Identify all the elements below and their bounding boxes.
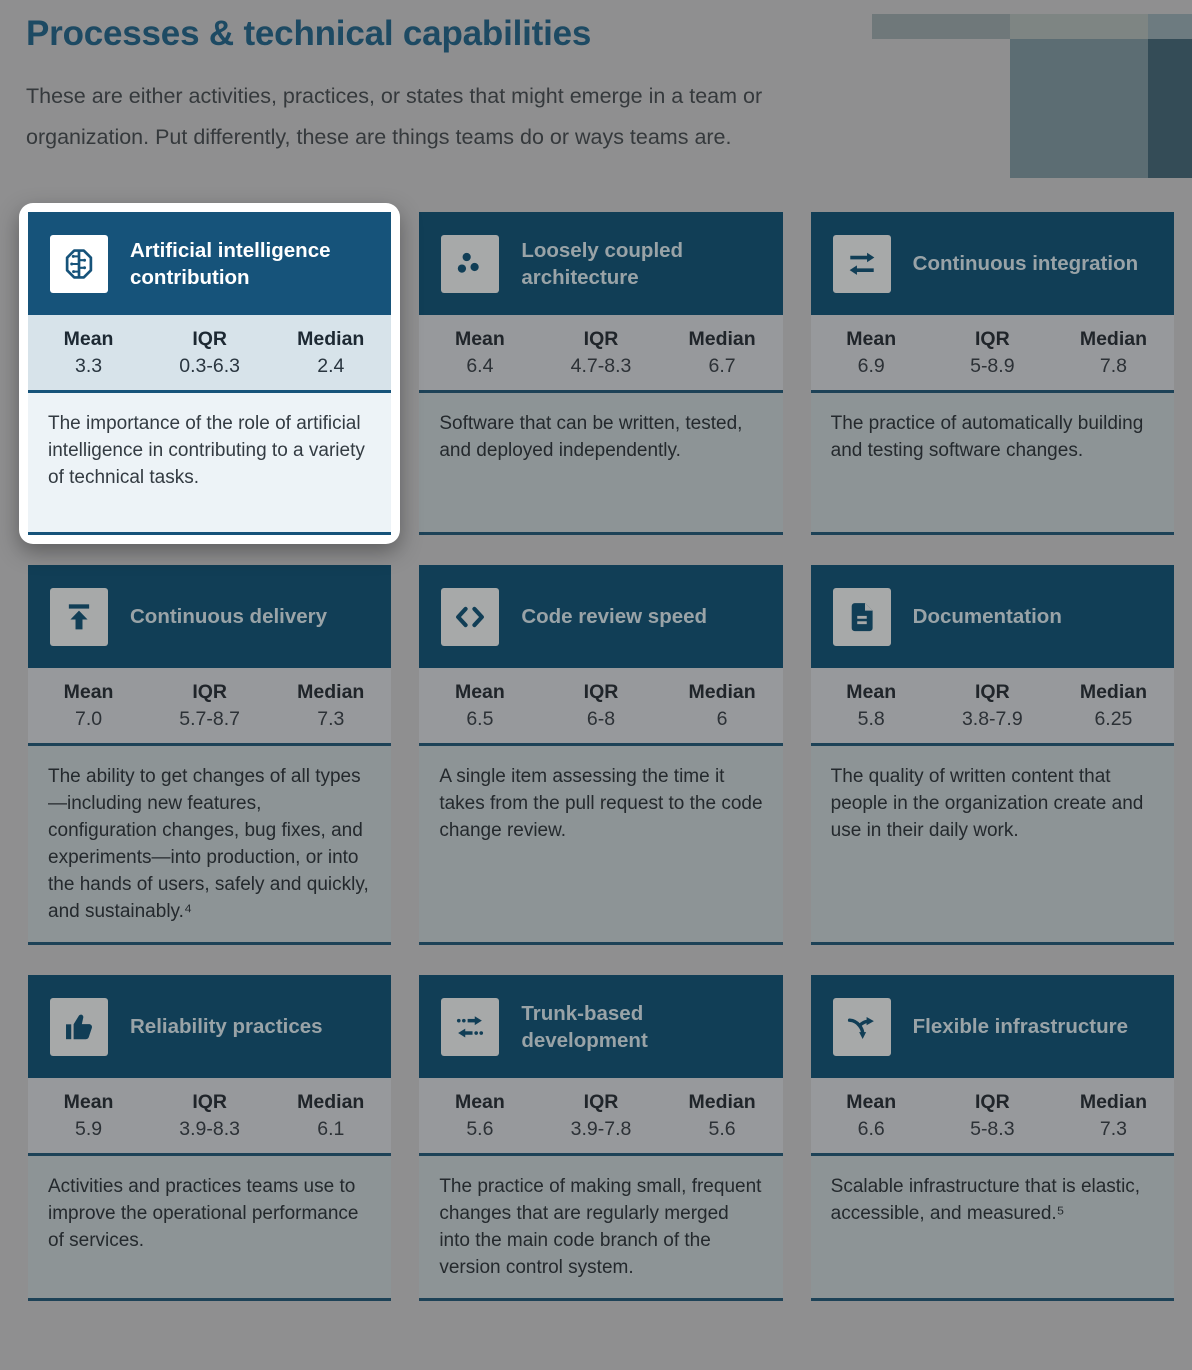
stat-median xyxy=(662,681,783,731)
stat-value: 6.25 xyxy=(1094,708,1133,730)
stat-iqr xyxy=(932,681,1053,731)
stat-label: Mean xyxy=(846,681,897,703)
stat-label: Mean xyxy=(454,328,505,350)
thumbs-up-icon xyxy=(50,998,108,1056)
stat-median xyxy=(1053,1091,1174,1141)
card-documentation xyxy=(811,565,1174,945)
stat-value: 4.7-8.3 xyxy=(570,355,632,377)
stat-label: IQR xyxy=(583,328,619,350)
card-stats xyxy=(28,668,391,746)
stat-value: 3.8-7.9 xyxy=(961,708,1023,730)
upload-arrow-icon xyxy=(50,588,108,646)
stat-label: IQR xyxy=(192,1091,227,1113)
stat-value: 7.3 xyxy=(1099,1118,1127,1140)
stat-mean xyxy=(811,681,932,731)
stat-value: 6.5 xyxy=(466,708,494,730)
card-description: Software that can be written, tested, and deployed independently. xyxy=(419,393,782,535)
card-continuous-integration xyxy=(811,212,1174,535)
stat-label: Mean xyxy=(63,681,114,703)
corner-decoration xyxy=(1148,39,1192,178)
card-trunk-based-development xyxy=(419,975,782,1301)
card-header xyxy=(811,975,1174,1078)
card-stats xyxy=(811,1078,1174,1156)
stat-iqr xyxy=(932,328,1053,378)
stat-iqr xyxy=(149,328,270,378)
stat-value: 6.4 xyxy=(466,355,494,377)
stat-value: 5.8 xyxy=(857,708,885,730)
card-title: Artificial intelligence contribution xyxy=(130,238,331,289)
corner-decoration xyxy=(872,14,1010,39)
dotted-arrows-icon xyxy=(441,998,499,1056)
card-title: Loosely coupled architecture xyxy=(521,238,684,289)
stat-label: Median xyxy=(1079,1091,1148,1113)
stat-mean xyxy=(28,1091,149,1141)
stat-value: 5.6 xyxy=(708,1118,736,1140)
stat-median xyxy=(270,328,391,378)
code-brackets-icon xyxy=(441,588,499,646)
card-title: Documentation xyxy=(912,605,1062,628)
corner-decoration xyxy=(1148,14,1192,39)
stat-iqr xyxy=(540,681,661,731)
stat-iqr xyxy=(540,328,661,378)
card-stats xyxy=(811,315,1174,393)
page-title: Processes & technical capabilities xyxy=(26,14,592,53)
card-stats xyxy=(419,1078,782,1156)
stat-label: Mean xyxy=(454,681,505,703)
stat-value: 7.0 xyxy=(75,708,103,730)
stat-label: IQR xyxy=(974,681,1010,703)
stat-mean xyxy=(811,328,932,378)
stat-median xyxy=(270,1091,391,1141)
stat-label: IQR xyxy=(192,328,227,350)
stat-value: 6.6 xyxy=(857,1118,885,1140)
corner-decoration xyxy=(1010,39,1148,178)
stat-label: IQR xyxy=(192,681,227,703)
card-title: Code review speed xyxy=(521,605,708,628)
stat-label: Median xyxy=(297,328,365,350)
card-description: A single item assessing the time it takes from the pull request to the code change review. xyxy=(419,746,782,945)
stat-label: Mean xyxy=(63,328,114,350)
card-title: Continuous integration xyxy=(912,252,1139,275)
stat-iqr xyxy=(540,1091,661,1141)
card-stats xyxy=(811,668,1174,746)
stat-label: Median xyxy=(688,1091,756,1113)
stat-value: 6-8 xyxy=(586,708,616,730)
stat-mean xyxy=(419,328,540,378)
corner-decoration xyxy=(1010,14,1148,39)
card-description: Activities and practices teams use to improve the operational performance of services. xyxy=(28,1156,391,1301)
stat-iqr xyxy=(149,681,270,731)
card-header xyxy=(811,212,1174,315)
card-artificial-intelligence-contribution xyxy=(28,212,391,535)
card-description: The practice of automatically building and testing software changes. xyxy=(811,393,1174,535)
stat-label: Mean xyxy=(846,1091,897,1113)
card-flexible-infrastructure xyxy=(811,975,1174,1301)
stat-value: 5-8.9 xyxy=(970,355,1015,377)
card-header xyxy=(28,212,391,315)
document-icon xyxy=(833,588,891,646)
sync-arrows-icon xyxy=(833,235,891,293)
stat-mean xyxy=(28,328,149,378)
stat-iqr xyxy=(932,1091,1053,1141)
stat-value: 7.3 xyxy=(317,708,345,730)
card-description: The practice of making small, frequent changes that are regularly merged into the main code branch of the version control system. xyxy=(419,1156,782,1301)
stat-mean xyxy=(811,1091,932,1141)
stat-mean xyxy=(28,681,149,731)
card-stats xyxy=(419,668,782,746)
stat-value: 2.4 xyxy=(317,355,345,377)
branch-arrows-icon xyxy=(833,998,891,1056)
stat-value: 6.7 xyxy=(708,355,736,377)
card-continuous-delivery xyxy=(28,565,391,945)
stat-median xyxy=(1053,681,1174,731)
stat-label: Mean xyxy=(846,328,897,350)
card-header xyxy=(419,565,782,668)
card-header xyxy=(419,212,782,315)
stat-value: 3.9-7.8 xyxy=(570,1118,632,1140)
card-description: The importance of the role of artificial intelligence in contributing to a variety of technical tasks. xyxy=(28,393,391,535)
stat-value: 5.6 xyxy=(466,1118,494,1140)
stat-label: Median xyxy=(297,681,365,703)
stat-value: 7.8 xyxy=(1099,355,1127,377)
stat-value: 5-8.3 xyxy=(970,1118,1015,1140)
card-header xyxy=(28,565,391,668)
card-title: Flexible infrastructure xyxy=(912,1015,1128,1038)
stat-value: 6.1 xyxy=(317,1118,345,1140)
card-stats xyxy=(28,315,391,393)
stat-median xyxy=(662,328,783,378)
stat-label: Median xyxy=(1079,328,1148,350)
stat-label: IQR xyxy=(974,1091,1010,1113)
card-header xyxy=(419,975,782,1078)
stat-label: Mean xyxy=(63,1091,114,1113)
stat-iqr xyxy=(149,1091,270,1141)
card-title: Trunk-based development xyxy=(521,1001,648,1052)
card-header xyxy=(811,565,1174,668)
stat-median xyxy=(270,681,391,731)
card-description: Scalable infrastructure that is elastic, accessible, and measured.⁵ xyxy=(811,1156,1174,1301)
card-title: Continuous delivery xyxy=(130,605,328,628)
card-stats xyxy=(28,1078,391,1156)
stat-value: 0.3-6.3 xyxy=(179,355,241,377)
cluster-dots-icon xyxy=(441,235,499,293)
card-stats xyxy=(419,315,782,393)
stat-mean xyxy=(419,1091,540,1141)
card-code-review-speed xyxy=(419,565,782,945)
page-subtitle: These are either activities, practices, or states that might emerge in a team or organization. Put differently, these are things teams do or ways teams are. xyxy=(26,84,763,149)
stat-mean xyxy=(419,681,540,731)
stat-label: IQR xyxy=(974,328,1010,350)
card-title: Reliability practices xyxy=(130,1015,323,1038)
stat-value: 6 xyxy=(716,708,728,730)
stat-median xyxy=(662,1091,783,1141)
stat-value: 5.9 xyxy=(75,1118,103,1140)
stat-median xyxy=(1053,328,1174,378)
card-loosely-coupled-architecture xyxy=(419,212,782,535)
card-reliability-practices xyxy=(28,975,391,1301)
stat-label: IQR xyxy=(583,681,619,703)
stat-label: IQR xyxy=(583,1091,619,1113)
brain-circuit-icon xyxy=(50,235,108,293)
stat-label: Median xyxy=(297,1091,365,1113)
card-description: The quality of written content that people in the organization create and use in their daily work. xyxy=(811,746,1174,945)
stat-value: 3.3 xyxy=(75,355,103,377)
stat-label: Median xyxy=(688,328,756,350)
stat-label: Median xyxy=(1079,681,1148,703)
card-header xyxy=(28,975,391,1078)
stat-value: 6.9 xyxy=(857,355,885,377)
capabilities-grid xyxy=(28,212,1174,1301)
stat-value: 3.9-8.3 xyxy=(179,1118,241,1140)
highlight-overlay-cutout xyxy=(19,203,400,544)
stat-label: Mean xyxy=(454,1091,505,1113)
stat-label: Median xyxy=(688,681,756,703)
card-description: The ability to get changes of all types—including new features, configuration changes, bug fixes, and experiments—into production, or into the hands of users, safely and quickly, and sustainably.⁴ xyxy=(28,746,391,945)
stat-value: 5.7-8.7 xyxy=(179,708,241,730)
